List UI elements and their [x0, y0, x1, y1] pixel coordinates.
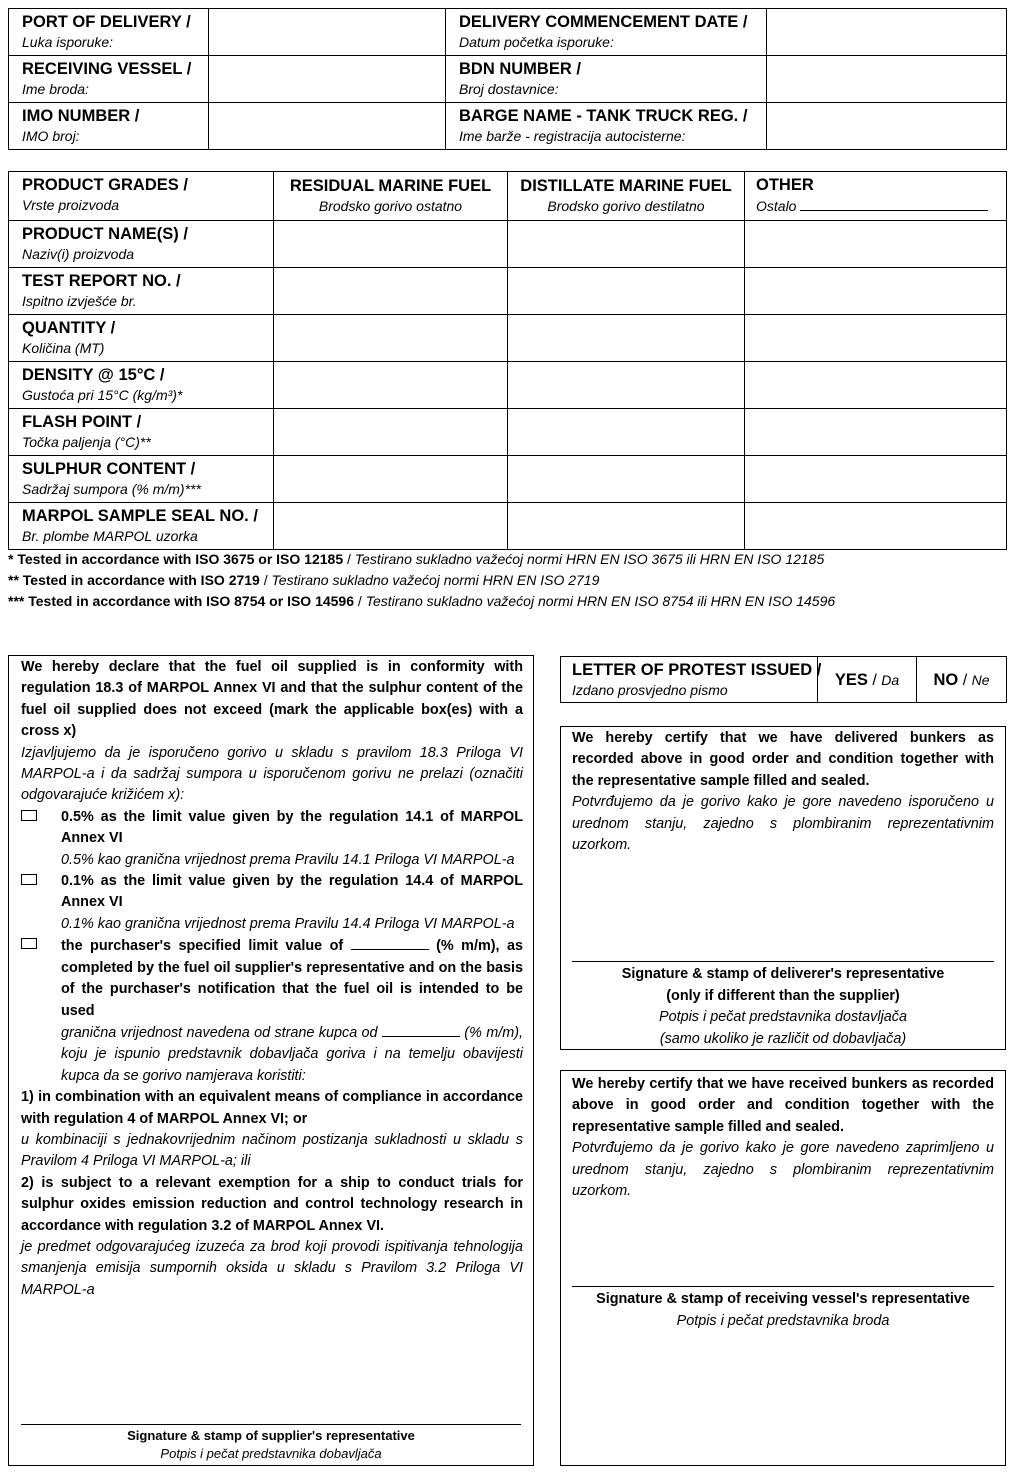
option-0-5-en: 0.5% as the limit value given by the regulation 14.1 of MARPOL Annex VI	[61, 808, 523, 847]
flash-point-residual-field[interactable]	[274, 409, 508, 456]
protest-no-option[interactable]: NO / Ne	[917, 657, 1007, 703]
test-report-no-other-field[interactable]	[745, 268, 1007, 315]
condition-2-en: 2) is subject to a relevant exemption for a ship to conduct trials for sulphur oxides emission reduction and control technology research in accordance with regulation 3.2 of MARPOL Annex VI.	[21, 1174, 523, 1234]
deliverer-certification-en: We hereby certify that we have delivered bunkers as recorded above in good order and condition together with the representative sample filled and sealed.	[572, 730, 994, 789]
marpol-sample-seal-no-other-field[interactable]	[745, 503, 1007, 550]
density-other-field[interactable]	[745, 362, 1007, 409]
supplier-signature-label-hr: Potpis i pečat predstavnika dobavljača	[160, 1446, 382, 1461]
sulphur-content-label: SULPHUR CONTENT / Sadržaj sumpora (% m/m)***	[9, 456, 274, 503]
product-names-label: PRODUCT NAME(S) / Naziv(i) proizvoda	[9, 221, 274, 268]
delivery-commencement-date-label: DELIVERY COMMENCEMENT DATE / Datum početka isporuke:	[446, 9, 767, 56]
product-row-test-report-no	[9, 268, 1007, 315]
flash-point-distillate-field[interactable]	[508, 409, 745, 456]
protest-yes-option[interactable]: YES / Da	[818, 657, 917, 703]
footnote-flash-point: ** Tested in accordance with ISO 2719 / Testirano sukladno važećoj normi HRN EN ISO 2719	[8, 572, 600, 588]
marpol-sample-seal-no-label: MARPOL SAMPLE SEAL NO. / Br. plombe MARPOL uzorka	[9, 503, 274, 550]
receiver-signature-label-hr: Potpis i pečat predstavnika broda	[676, 1312, 890, 1329]
port-of-delivery-label: PORT OF DELIVERY / Luka isporuke:	[9, 9, 209, 56]
supplier-signature-label: Signature & stamp of supplier's representative	[127, 1428, 415, 1443]
bdn-number-field[interactable]	[767, 56, 1007, 103]
product-row-density	[9, 362, 1007, 409]
option-0-1-checkbox[interactable]	[21, 874, 37, 885]
sulphur-content-distillate-field[interactable]	[508, 456, 745, 503]
quantity-distillate-field[interactable]	[508, 315, 745, 362]
product-row-product-names	[9, 221, 1007, 268]
option-0-5-hr: 0.5% kao granična vrijednost prema Pravilu 14.1 Priloga VI MARPOL-a	[61, 851, 515, 868]
quantity-label: QUANTITY / Količina (MT)	[9, 315, 274, 362]
test-report-no-distillate-field[interactable]	[508, 268, 745, 315]
declaration-intro-en: We hereby declare that the fuel oil supplied is in conformity with regulation 18.3 of MARPOL Annex VI and that the sulphur content of the fuel oil supplied does not exceed (mark the applicable box(es) with a cross x)	[21, 659, 523, 740]
letter-of-protest-label: LETTER OF PROTEST ISSUED / Izdano prosvjedno pismo	[561, 657, 818, 703]
deliverer-certification-box	[560, 726, 1006, 1050]
option-purchaser-hr: granična vrijednost navedena od strane kupca od (% m/m), koju je ispunio predstavnik dobavljača goriva i na temelju obavijesti kupca da se gorivo namjerava koristiti:	[61, 1022, 523, 1087]
deliverer-signature-note-hr: (samo ukoliko je različit od dobavljača)	[659, 1030, 907, 1047]
declaration-intro-hr: Izjavljujemo da je isporučeno gorivo u skladu s pravilom 18.3 Priloga VI MARPOL-a i da sadržaj sumpora u isporučenom gorivu ne prelazi (označiti odgovarajuće križićem x):	[21, 744, 523, 804]
supplier-declaration-box	[8, 655, 534, 1466]
density-label: DENSITY @ 15°C / Gustoća pri 15°C (kg/m³)*	[9, 362, 274, 409]
condition-2-hr: je predmet odgovarajućeg izuzeća za brod koji provodi ispitivanja tehnologija smanjenja emisija sumpornih oksida u skladu s Pravilom 3.2 Priloga VI MARPOL-a	[21, 1238, 523, 1298]
delivery-header-table	[8, 8, 1007, 150]
flash-point-other-field[interactable]	[745, 409, 1007, 456]
footnote-sulphur: *** Tested in accordance with ISO 8754 or ISO 14596 / Testirano sukladno važećoj normi HRN EN ISO 8754 ili HRN EN ISO 14596	[8, 593, 836, 609]
product-table	[8, 171, 1007, 550]
product-row-marpol-sample-seal-no	[9, 503, 1007, 550]
quantity-other-field[interactable]	[745, 315, 1007, 362]
density-residual-field[interactable]	[274, 362, 508, 409]
imo-number-label: IMO NUMBER / IMO broj:	[9, 103, 209, 150]
purchaser-limit-value-field-hr[interactable]	[382, 1022, 460, 1037]
product-row-flash-point	[9, 409, 1007, 456]
option-0-1-en: 0.1% as the limit value given by the regulation 14.4 of MARPOL Annex VI	[61, 873, 523, 911]
condition-1-en: 1) in combination with an equivalent means of compliance in accordance with regulation 4 of MARPOL Annex VI; or	[21, 1089, 523, 1127]
receiving-vessel-field[interactable]	[209, 56, 446, 103]
product-names-other-field[interactable]	[745, 221, 1007, 268]
density-distillate-field[interactable]	[508, 362, 745, 409]
sulphur-content-other-field[interactable]	[745, 456, 1007, 503]
test-report-no-label: TEST REPORT NO. / Ispitno izvješće br.	[9, 268, 274, 315]
option-purchaser-limit	[21, 935, 523, 1087]
product-names-residual-field[interactable]	[274, 221, 508, 268]
distillate-marine-fuel-header: DISTILLATE MARINE FUEL Brodsko gorivo destilatno	[508, 172, 745, 221]
product-row-sulphur-content	[9, 456, 1007, 503]
other-hr-label: Ostalo	[756, 198, 797, 214]
sulphur-content-residual-field[interactable]	[274, 456, 508, 503]
option-purchaser-en: the purchaser's specified limit value of (% m/m), as completed by the fuel oil supplier's representative and on the basis of the purchaser's notification that the fuel oil is intended to be used	[61, 935, 523, 1022]
receiver-certification-en: We hereby certify that we have received bunkers as recorded above in good order and condition together with the representative sample filled and sealed.	[572, 1076, 994, 1135]
flash-point-label: FLASH POINT / Točka paljenja (°C)**	[9, 409, 274, 456]
deliverer-signature-label-hr: Potpis i pečat predstavnika dostavljača	[659, 1009, 907, 1025]
receiver-certification-hr: Potvrđujemo da je gorivo kako je gore navedeno zaprimljeno u urednom stanju, zajedno s plombiranim reprezentativnim uzorkom.	[572, 1140, 994, 1200]
letter-of-protest-table	[560, 656, 1007, 703]
product-grades-label: PRODUCT GRADES / Vrste proizvoda	[9, 172, 274, 221]
deliverer-signature-label: Signature & stamp of deliverer's representative	[621, 966, 945, 982]
deliverer-signature-note: (only if different than the supplier)	[666, 987, 900, 1004]
footnotes	[8, 549, 1006, 612]
receiver-signature-label: Signature & stamp of receiving vessel's representative	[596, 1291, 970, 1307]
option-0-5-percent	[21, 807, 523, 871]
delivery-commencement-date-field[interactable]	[767, 9, 1007, 56]
other-specify-line[interactable]	[800, 196, 988, 211]
barge-name-label: BARGE NAME - TANK TRUCK REG. / Ime barže - registracija autocisterne:	[446, 103, 767, 150]
option-0-5-checkbox[interactable]	[21, 810, 37, 821]
deliverer-certification-hr: Potvrđujemo da je gorivo kako je gore navedeno isporučeno u urednom stanju, zajedno s plombiranim reprezentativnim uzorkom.	[572, 794, 994, 854]
supplier-signature-line[interactable]	[21, 1424, 521, 1425]
receiving-vessel-label: RECEIVING VESSEL / Ime broda:	[9, 56, 209, 103]
other-header: OTHER Ostalo	[745, 172, 1007, 221]
quantity-residual-field[interactable]	[274, 315, 508, 362]
barge-name-field[interactable]	[767, 103, 1007, 150]
option-0-1-percent	[21, 871, 523, 935]
receiver-signature-line[interactable]	[572, 1286, 994, 1287]
product-names-distillate-field[interactable]	[508, 221, 745, 268]
test-report-no-residual-field[interactable]	[274, 268, 508, 315]
bdn-number-label: BDN NUMBER / Broj dostavnice:	[446, 56, 767, 103]
receiver-certification-box	[560, 1070, 1006, 1466]
marpol-sample-seal-no-distillate-field[interactable]	[508, 503, 745, 550]
residual-marine-fuel-header: RESIDUAL MARINE FUEL Brodsko gorivo ostatno	[274, 172, 508, 221]
imo-number-field[interactable]	[209, 103, 446, 150]
option-0-1-hr: 0.1% kao granična vrijednost prema Pravilu 14.4 Priloga VI MARPOL-a	[61, 915, 515, 932]
option-purchaser-checkbox[interactable]	[21, 938, 37, 949]
port-of-delivery-field[interactable]	[209, 9, 446, 56]
condition-1-hr: u kombinaciji s jednakovrijednim načinom postizanja sukladnosti u skladu s Pravilom 4 Priloga VI MARPOL-a; ili	[21, 1131, 523, 1170]
deliverer-signature-line[interactable]	[572, 961, 994, 962]
purchaser-limit-value-field[interactable]	[351, 935, 429, 950]
footnote-density: * Tested in accordance with ISO 3675 or ISO 12185 / Testirano sukladno važećoj normi HRN EN ISO 3675 ili HRN EN ISO 12185	[8, 551, 825, 567]
product-row-quantity	[9, 315, 1007, 362]
marpol-sample-seal-no-residual-field[interactable]	[274, 503, 508, 550]
